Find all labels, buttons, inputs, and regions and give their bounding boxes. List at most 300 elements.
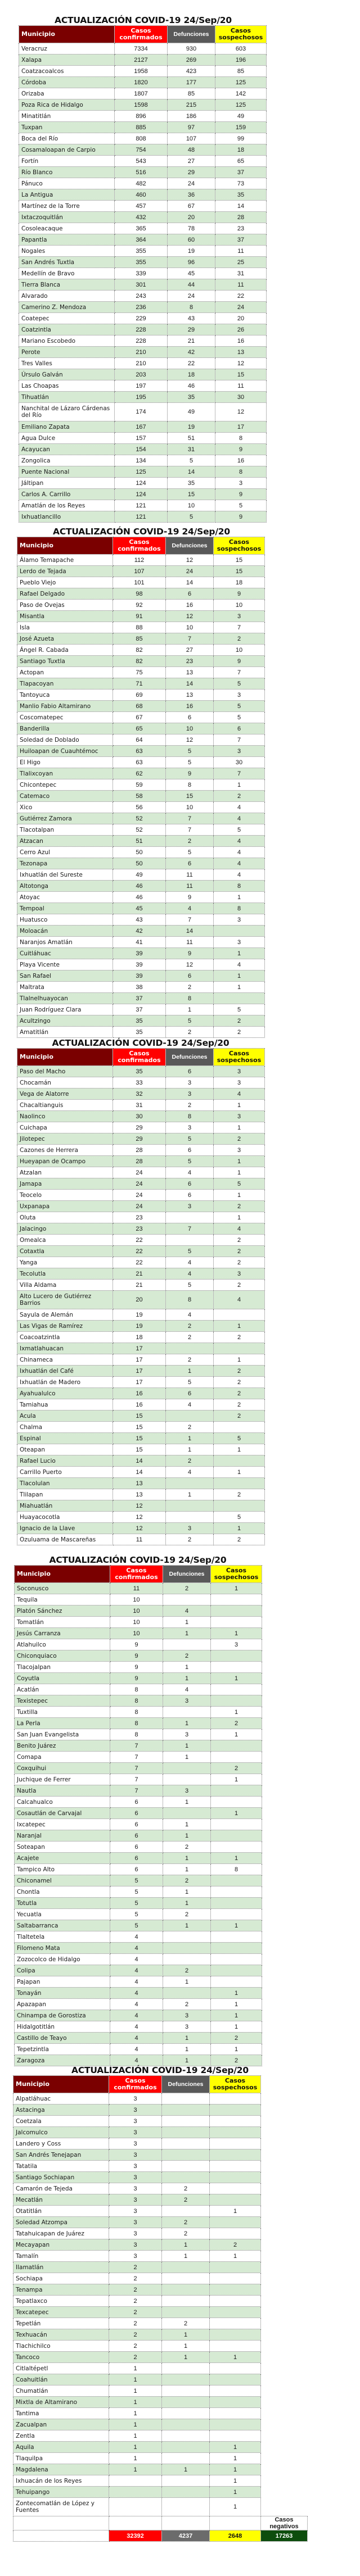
cell-casos-confirmados: 10 [110,1606,163,1617]
table-row [15,1684,262,1695]
cell-casos-sospechosos: 3 [214,1268,265,1280]
cell-casos-confirmados: 9 [110,1673,163,1684]
empty-cell [261,2217,308,2228]
cell-casos-confirmados: 355 [115,246,168,257]
cell-defunciones: 1 [163,1718,211,1729]
cell-municipio: Emiliano Zapata [19,421,115,433]
cell-casos-confirmados: 45 [113,903,166,914]
table-row [19,279,267,291]
cell-defunciones [162,2206,210,2217]
cell-municipio: Jilotepec [17,1133,113,1145]
table-row [17,982,265,993]
cell-municipio: Poza Rica de Hidalgo [19,99,115,111]
cell-defunciones: 13 [166,667,214,678]
cell-casos-sospechosos: 1 [211,1808,262,1819]
cell-casos-sospechosos: 11 [215,279,267,291]
cell-casos-sospechosos: 24 [215,302,267,313]
table-row [15,1909,262,1920]
cell-casos-confirmados: 8 [110,1707,163,1718]
cell-casos-sospechosos [211,1650,262,1662]
cell-municipio: Acayucan [19,444,115,455]
cell-casos-confirmados: 3 [109,2093,162,2105]
table-row [17,566,265,577]
header-casos-sospechosos [210,2076,261,2093]
cell-defunciones: 12 [166,734,214,746]
cell-municipio: Chicontepec [17,779,113,791]
cell-municipio: Amatitlán [17,1027,113,1038]
header-casos-sospechosos-line1: Casos [226,1567,247,1574]
table-row [17,1422,265,1433]
cell-municipio: Astacinga [14,2105,109,2116]
table-row [17,1523,265,1534]
cell-municipio: Omealca [17,1235,113,1246]
cell-casos-confirmados: 18 [113,1332,166,1343]
cell-casos-confirmados: 5 [110,1898,163,1909]
table-row [17,701,265,712]
table-row [15,1819,262,1830]
cell-municipio: Playa Vicente [17,959,113,970]
cell-municipio: Citlaltépetl [14,2363,109,2374]
cell-municipio: Hueyapan de Ocampo [17,1156,113,1167]
cell-defunciones: 1 [163,1617,211,1628]
cell-municipio: Moloacán [17,926,113,937]
cell-defunciones: 1 [163,1886,211,1898]
cell-defunciones: 107 [168,133,215,144]
cell-municipio: Chiconquiaco [15,1650,110,1662]
cell-defunciones: 48 [168,144,215,156]
cell-casos-sospechosos [211,1797,262,1808]
cell-casos-confirmados: 101 [113,577,166,588]
cell-municipio: Comapa [15,1752,110,1763]
cell-casos-confirmados: 154 [115,444,168,455]
cell-defunciones: 269 [168,55,215,66]
report-title: ACTUALIZACIÓN COVID-19 24/Sep/20 [49,1555,227,1565]
table-row [19,111,267,122]
cell-casos-confirmados: 236 [115,302,168,313]
cell-defunciones: 2 [163,1999,211,2010]
empty-cell [261,2161,308,2172]
cell-casos-sospechosos [210,2341,261,2352]
table-row [15,1695,262,1707]
cell-casos-confirmados: 1 [109,2464,162,2475]
cell-casos-confirmados: 355 [115,257,168,268]
table-row [14,2172,308,2183]
cell-casos-sospechosos: 25 [215,257,267,268]
cell-defunciones [162,2307,210,2318]
cell-municipio: Paso del Macho [17,1066,113,1077]
cell-casos-confirmados: 112 [113,555,166,566]
cell-casos-sospechosos: 1 [210,2442,261,2453]
cell-municipio: Coscomatepec [17,712,113,723]
empty-cell [261,2498,308,2516]
cell-casos-confirmados: 22 [113,1257,166,1268]
cell-casos-confirmados: 1 [109,2374,162,2385]
cell-defunciones [166,1512,214,1523]
header-casos-confirmados [113,1049,166,1066]
cell-municipio: Maltrata [17,982,113,993]
cell-casos-sospechosos: 2 [214,1411,265,1422]
table-row [17,926,265,937]
cell-casos-sospechosos [214,993,265,1004]
cell-casos-sospechosos: 7 [214,768,265,779]
cell-defunciones: 7 [166,914,214,926]
cell-casos-sospechosos: 9 [215,444,267,455]
cell-casos-sospechosos: 1 [210,2206,261,2217]
cell-defunciones: 5 [166,1280,214,1291]
cell-casos-confirmados: 39 [113,970,166,982]
table-row [19,246,267,257]
table-section-5 [13,2065,307,2542]
cell-casos-sospechosos: 1 [214,892,265,903]
empty-cell [261,2183,308,2194]
cell-municipio: Mariano Escobedo [19,335,115,347]
table-row [15,1718,262,1729]
table-row [19,144,267,156]
cell-municipio: Castillo de Teayo [15,2033,110,2044]
cell-casos-sospechosos [214,1455,265,1467]
cell-defunciones [162,2161,210,2172]
cell-municipio: Nanchital de Lázaro Cárdenas del Río [19,403,115,421]
table-row [19,313,267,324]
cell-casos-confirmados: 1 [109,2430,162,2442]
cell-casos-sospechosos [211,1606,262,1617]
header-defunciones: Defunciones [166,1049,214,1066]
cell-casos-confirmados: 19 [113,1309,166,1321]
cell-defunciones: 21 [168,335,215,347]
cell-casos-sospechosos: 2 [214,1489,265,1500]
cell-defunciones [163,1931,211,1943]
cell-municipio: Coatzacoalcos [19,66,115,77]
cell-defunciones: 930 [168,43,215,55]
cell-casos-confirmados: 1 [109,2453,162,2464]
cell-defunciones: 7 [166,1223,214,1235]
cell-casos-sospechosos: 3 [214,1111,265,1122]
table-row [17,611,265,622]
cell-municipio: Jesús Carranza [15,1628,110,1639]
table-row [17,1280,265,1291]
cell-casos-confirmados: 6 [110,1830,163,1842]
cell-casos-sospechosos: 9 [215,489,267,500]
cell-casos-sospechosos: 3 [214,1145,265,1156]
table-row [15,2033,262,2044]
cell-municipio: Boca del Río [19,133,115,144]
cell-casos-confirmados: 59 [113,779,166,791]
cell-municipio: Colipa [15,1965,110,1976]
cell-defunciones [162,2273,210,2284]
cell-municipio: Naranjal [15,1830,110,1842]
cell-casos-sospechosos: 37 [215,234,267,246]
cell-defunciones: 14 [166,926,214,937]
cell-defunciones: 10 [166,622,214,633]
cell-municipio: Perote [19,347,115,358]
cell-municipio: Chalma [17,1422,113,1433]
cell-municipio: Cotaxtla [17,1246,113,1257]
cell-casos-sospechosos: 16 [215,335,267,347]
cell-casos-sospechosos [214,1309,265,1321]
cell-casos-confirmados: 15 [113,1422,166,1433]
cell-casos-sospechosos: 1 [214,1100,265,1111]
cell-municipio: Nautla [15,1785,110,1797]
cell-casos-sospechosos: 1 [214,779,265,791]
table-row [15,1662,262,1673]
cell-casos-confirmados: 35 [113,1015,166,1027]
cell-defunciones: 5 [166,1015,214,1027]
cell-defunciones [163,1707,211,1718]
cell-defunciones [166,1411,214,1422]
header-casos-confirmados-line1: Casos [126,1567,147,1574]
cell-defunciones: 2 [166,1100,214,1111]
cell-casos-confirmados: 13 [113,1489,166,1500]
cell-casos-confirmados: 33 [113,1077,166,1089]
cell-municipio: Juan Rodríguez Clara [17,1004,113,1015]
cell-casos-sospechosos: 85 [215,66,267,77]
cell-casos-sospechosos [211,1594,262,1606]
table-row [17,768,265,779]
cell-casos-confirmados: 197 [115,380,168,392]
cell-municipio: Ixtaczoquitlán [19,212,115,223]
cell-municipio: Alvarado [19,291,115,302]
cell-casos-sospechosos: 73 [215,178,267,189]
table-row [15,1673,262,1684]
cell-casos-sospechosos: 37 [215,167,267,178]
cell-defunciones [162,2419,210,2430]
cell-casos-confirmados: 460 [115,189,168,201]
table-row [17,1223,265,1235]
table-row [19,66,267,77]
cell-casos-sospechosos: 2 [214,1027,265,1038]
table-row [17,1489,265,1500]
cell-municipio: Agua Dulce [19,433,115,444]
cell-casos-confirmados: 3 [109,2217,162,2228]
cell-casos-confirmados: 22 [113,1246,166,1257]
cell-municipio: Ixhuatlán de Madero [17,1377,113,1388]
table-row [14,2442,308,2453]
cell-municipio: Jamapa [17,1178,113,1190]
cell-casos-sospechosos [210,2374,261,2385]
cell-casos-confirmados: 67 [113,712,166,723]
cell-defunciones: 7 [166,813,214,824]
cell-defunciones: 2 [162,2318,210,2329]
header-casos-sospechosos-line1: Casos [224,2077,246,2084]
table-row [19,55,267,66]
cell-casos-confirmados: 6 [110,1819,163,1830]
empty-cell [261,2397,308,2408]
table-row [15,1650,262,1662]
cell-casos-sospechosos [211,1695,262,1707]
cell-casos-confirmados: 75 [113,667,166,678]
cell-casos-confirmados: 125 [115,466,168,478]
cell-defunciones: 3 [163,2010,211,2021]
cell-casos-confirmados: 2 [109,2296,162,2307]
cell-casos-confirmados: 15 [113,1433,166,1444]
cell-casos-confirmados: 1598 [115,99,168,111]
cell-municipio: Filomeno Mata [15,1943,110,1954]
table-row [15,1898,262,1909]
cell-casos-confirmados: 23 [113,1212,166,1223]
table-row [19,403,267,421]
table-row [17,1089,265,1100]
cell-casos-sospechosos: 2 [214,633,265,645]
cell-casos-confirmados: 228 [115,324,168,335]
cell-defunciones [162,2138,210,2149]
table-header-row [17,537,265,555]
cell-municipio: San Juan Evangelista [15,1729,110,1740]
cell-casos-sospechosos: 1 [211,1774,262,1785]
cell-defunciones: 2 [166,1321,214,1332]
cell-municipio: Tatatila [14,2161,109,2172]
header-casos-confirmados [115,26,168,43]
empty-cell [261,2273,308,2284]
cell-casos-confirmados: 2127 [115,55,168,66]
table-row [15,1864,262,1875]
cell-casos-confirmados: 1 [109,2363,162,2374]
cell-casos-sospechosos: 14 [215,201,267,212]
cell-casos-confirmados: 14 [113,1455,166,1467]
table-row [17,577,265,588]
cell-casos-confirmados: 4 [110,1954,163,1965]
table-row [14,2453,308,2464]
cell-municipio: Minatitlán [19,111,115,122]
cell-municipio: Actopan [17,667,113,678]
cell-municipio: Cosautlán de Carvajal [15,1808,110,1819]
table-row [14,2318,308,2329]
cell-defunciones: 2 [162,2194,210,2206]
cell-casos-confirmados: 7 [110,1752,163,1763]
cell-casos-sospechosos: 4 [214,858,265,869]
cell-casos-sospechosos: 4 [214,869,265,881]
cell-casos-confirmados: 52 [113,824,166,836]
cell-casos-sospechosos [210,2385,261,2397]
table-row [14,2194,308,2206]
cell-casos-sospechosos [211,1662,262,1673]
cell-casos-sospechosos: 1 [211,1729,262,1740]
cell-casos-sospechosos: 1 [214,948,265,959]
cell-municipio: Cuitláhuac [17,948,113,959]
cell-defunciones: 1 [162,2329,210,2341]
cell-casos-sospechosos: 2 [211,1763,262,1774]
table-row [15,1988,262,1999]
cell-casos-confirmados: 11 [110,1583,163,1594]
cell-defunciones [162,2430,210,2442]
cell-casos-confirmados: 6 [110,1808,163,1819]
cell-defunciones: 2 [166,1534,214,1545]
cell-municipio: Rafael Delgado [17,588,113,600]
cell-casos-sospechosos: 22 [215,291,267,302]
cell-casos-confirmados: 3 [109,2194,162,2206]
cell-defunciones [166,1478,214,1489]
cell-casos-confirmados: 203 [115,369,168,380]
cell-casos-sospechosos [210,2093,261,2105]
cell-municipio: Tehuipango [14,2487,109,2498]
cell-defunciones [166,1235,214,1246]
cell-casos-sospechosos: 4 [214,1291,265,1309]
cell-municipio: Pajapan [15,1976,110,1988]
table-row [17,1178,265,1190]
cell-casos-sospechosos: 4 [214,1223,265,1235]
cell-casos-sospechosos: 2 [214,1201,265,1212]
cell-defunciones: 2 [166,1422,214,1433]
cell-casos-sospechosos: 2 [214,1399,265,1411]
cell-municipio: Banderilla [17,723,113,734]
cell-defunciones: 4 [166,1467,214,1478]
cell-defunciones: 2 [162,2183,210,2194]
cell-defunciones: 5 [166,1246,214,1257]
cell-defunciones: 2 [166,1332,214,1343]
table-row [19,455,267,466]
cell-defunciones: 10 [168,500,215,511]
report-title: ACTUALIZACIÓN COVID-19 24/Sep/20 [52,1038,230,1048]
cell-municipio: Cuichapa [17,1122,113,1133]
cell-municipio: San Andrés Tenejapan [14,2149,109,2161]
cell-casos-confirmados: 543 [115,156,168,167]
table-row [14,2127,308,2138]
cell-municipio: Camerino Z. Mendoza [19,302,115,313]
table-row [17,903,265,914]
cell-defunciones: 44 [168,279,215,291]
cell-defunciones: 1 [162,2251,210,2262]
cell-defunciones: 1 [163,2044,211,2055]
table-row [17,970,265,982]
table-row [19,122,267,133]
cell-casos-confirmados: 157 [115,433,168,444]
table-row [17,993,265,1004]
header-municipio: Municipio [17,537,113,555]
cell-defunciones: 43 [168,313,215,324]
cell-casos-confirmados: 35 [113,1066,166,1077]
cell-municipio: Tampico Alto [15,1864,110,1875]
table-row [15,1808,262,1819]
cell-casos-sospechosos: 3 [211,1639,262,1650]
cell-municipio: Santiago Tuxtla [17,656,113,667]
table-row [17,1156,265,1167]
cell-defunciones: 2 [163,1842,211,1853]
cell-municipio: Úrsulo Galván [19,369,115,380]
cell-municipio: Vega de Alatorre [17,1089,113,1100]
table-row [19,369,267,380]
cell-casos-sospechosos: 8 [215,433,267,444]
cell-defunciones [162,2374,210,2385]
cell-casos-sospechosos [210,2228,261,2239]
cell-casos-sospechosos: 11 [215,246,267,257]
cell-defunciones: 23 [166,656,214,667]
cell-casos-confirmados: 6 [110,1842,163,1853]
table-row [14,2206,308,2217]
cell-municipio: Cosamaloapan de Carpio [19,144,115,156]
table-row [19,167,267,178]
cell-casos-sospechosos: 1 [211,1920,262,1931]
table-row [15,1729,262,1740]
table-row [19,392,267,403]
cell-casos-confirmados: 4 [110,2021,163,2033]
cell-casos-sospechosos: 2 [214,1133,265,1145]
cell-casos-sospechosos: 1 [214,1190,265,1201]
cell-casos-confirmados: 3 [109,2116,162,2127]
cell-defunciones [163,1774,211,1785]
cell-defunciones: 8 [166,1291,214,1309]
cell-defunciones: 9 [166,948,214,959]
cell-casos-confirmados: 7 [110,1774,163,1785]
table-row [17,779,265,791]
cell-casos-confirmados: 71 [113,678,166,690]
cell-casos-sospechosos: 2 [214,1235,265,1246]
cell-casos-sospechosos [214,1478,265,1489]
cell-casos-confirmados: 3 [109,2183,162,2194]
cell-defunciones: 27 [168,156,215,167]
cell-defunciones: 14 [166,577,214,588]
empty-cell [261,2251,308,2262]
cell-casos-sospechosos: 3 [214,611,265,622]
cell-municipio: Tantima [14,2408,109,2419]
